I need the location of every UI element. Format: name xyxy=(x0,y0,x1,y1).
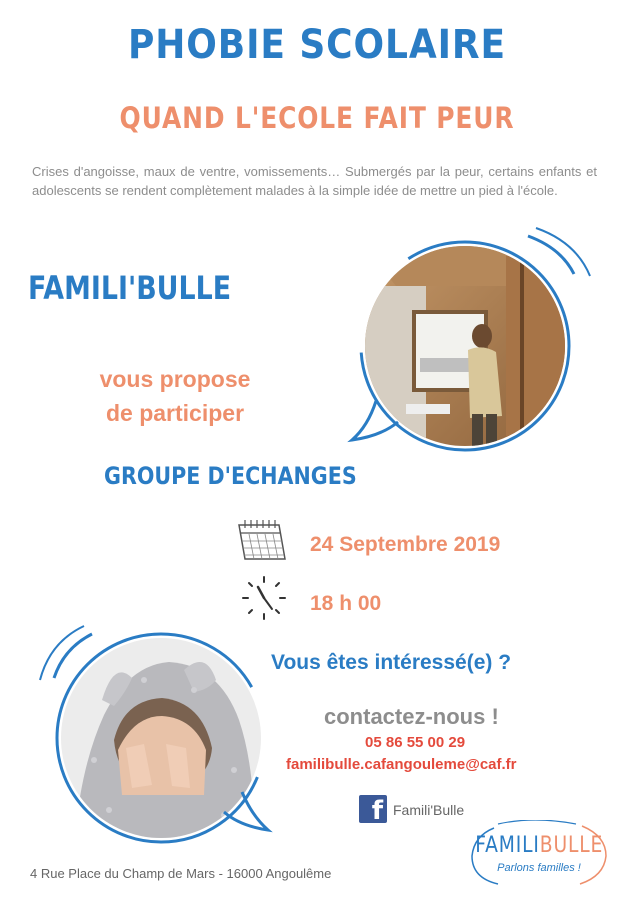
logo-text xyxy=(475,833,603,858)
phone-number[interactable]: 05 86 55 00 29 xyxy=(365,734,466,751)
calendar-icon xyxy=(233,515,289,565)
teen-window-photo xyxy=(336,226,596,476)
child-hiding-photo xyxy=(34,620,274,850)
propose-line1: vous propose xyxy=(99,366,251,392)
interest-question: Vous êtes intéressé(e) ? xyxy=(271,651,512,674)
event-date: 24 Septembre 2019 xyxy=(310,533,501,556)
facebook-icon[interactable]: f xyxy=(359,795,387,823)
propose-line2: de participer xyxy=(105,400,245,426)
brand-name: FAMILI'BULLE xyxy=(28,269,232,307)
poster-subtitle: QUAND L'ECOLE FAIT PEUR xyxy=(119,101,515,135)
logo-part1: FAMILI xyxy=(475,833,540,858)
intro-paragraph: Crises d'angoisse, maux de ventre, vomissements… Submergés par la peur, certains enfants et adolescents se rendent complètement malades à la simple idée de mettre un pied à l'école. xyxy=(32,164,597,198)
contact-call: contactez-nous ! xyxy=(324,704,499,729)
poster-title: PHOBIE SCOLAIRE xyxy=(127,22,507,68)
familibulle-logo xyxy=(464,820,614,890)
logo-tagline: Parlons familles ! xyxy=(497,862,581,874)
group-heading: GROUPE D'ECHANGES xyxy=(104,462,357,490)
facebook-label[interactable]: Famili'Bulle xyxy=(393,802,465,818)
email-address[interactable]: familibulle.cafangouleme@caf.fr xyxy=(286,756,517,773)
logo-part2: BULLE xyxy=(539,833,604,858)
clock-icon xyxy=(239,573,289,623)
propose-text xyxy=(60,362,290,430)
event-time: 18 h 00 xyxy=(310,592,382,615)
address: 4 Rue Place du Champ de Mars - 16000 Angoulême xyxy=(30,866,332,881)
